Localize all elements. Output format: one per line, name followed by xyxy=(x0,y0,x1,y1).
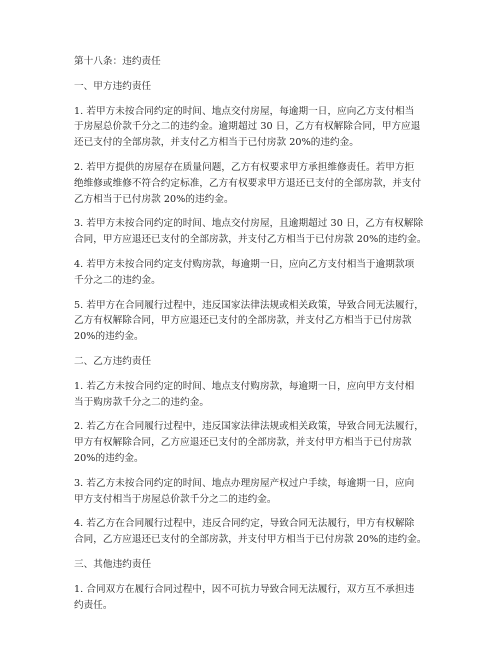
clause-b-1 xyxy=(74,379,442,411)
text-line: 还已支付的全部房款，并支付乙方相当于已付房款 20%的违约金。 xyxy=(74,137,359,149)
text-line: 合同，甲方应退还已支付的全部房款，并支付乙方相当于已付房款 20%的违约金。 xyxy=(74,234,427,246)
text-line: 2. 若甲方提供的房屋存在质量问题，乙方有权要求甲方承担维修责任。若甲方拒 xyxy=(74,161,415,173)
text-line: 千分之二的违约金。 xyxy=(74,274,161,286)
section-heading: 一、甲方违约责任 xyxy=(74,80,152,92)
section-party-a xyxy=(74,79,442,345)
section-heading: 三、其他违约责任 xyxy=(74,558,152,570)
text-line: 1. 若乙方未按合同约定的时间、地点支付购房款，每逾期一日，应向甲方支付相 xyxy=(74,380,415,392)
clause-a-1 xyxy=(74,104,442,151)
clause-c-1 xyxy=(74,582,442,614)
article-title: 第十八条：违约责任 xyxy=(74,56,161,67)
text-line: 当于购房款千分之二的违约金。 xyxy=(74,396,210,408)
text-line: 3. 若甲方未按合同约定的时间、地点交付房屋，且逾期超过 30 日，乙方有权解除 xyxy=(74,218,424,230)
text-line: 约责任。 xyxy=(74,599,113,611)
text-line: 合同，乙方应退还已支付的全部房款，并支付甲方相当于已付房款 20%的违约金。 xyxy=(74,534,427,546)
text-line: 3. 若乙方未按合同约定的时间、地点办理房屋产权过户手续，每逾期一日，应向 xyxy=(74,477,415,489)
text-line: 2. 若乙方在合同履行过程中，违反国家法律法规或相关政策，导致合同无法履行， xyxy=(74,421,424,433)
clause-a-4 xyxy=(74,257,442,289)
text-line: 1. 若甲方未按合同约定的时间、地点交付房屋，每逾期一日，应向乙方支付相当 xyxy=(74,105,415,117)
clause-b-3 xyxy=(74,476,442,508)
clause-b-4 xyxy=(74,516,442,548)
clause-a-2 xyxy=(74,160,442,207)
text-line: 甲方有权解除合同，乙方应退还已支付的全部房款，并支付甲方相当于已付房款 xyxy=(74,437,412,449)
clause-a-5 xyxy=(74,298,442,345)
text-line: 5. 若甲方在合同履行过程中，违反国家法律法规或相关政策，导致合同无法履行， xyxy=(74,299,424,311)
text-line: 绝维修或维修不符合约定标准，乙方有权要求甲方退还已支付的全部房款，并支付 xyxy=(74,177,422,189)
text-line: 1. 合同双方在履行合同过程中，因不可抗力导致合同无法履行，双方互不承担违 xyxy=(74,583,415,595)
text-line: 20%的违约金。 xyxy=(74,331,144,343)
text-line: 20%的违约金。 xyxy=(74,452,144,464)
section-party-b xyxy=(74,354,442,548)
text-line: 4. 若甲方未按合同约定支付购房款，每逾期一日，应向乙方支付相当于逾期款项 xyxy=(74,258,415,270)
text-line: 甲方支付相当于房屋总价款千分之二的违约金。 xyxy=(74,493,277,505)
text-line: 于房屋总价款千分之二的违约金。逾期超过 30 日，乙方有权解除合同，甲方应退 xyxy=(74,121,421,133)
text-line: 乙方相当于已付房款 20%的违约金。 xyxy=(74,193,234,205)
text-line: 4. 若乙方在合同履行过程中，违反合同约定，导致合同无法履行，甲方有权解除 xyxy=(74,518,415,530)
clause-a-3 xyxy=(74,216,442,248)
section-other xyxy=(74,557,442,613)
text-line: 乙方有权解除合同，甲方应退还已支付的全部房款，并支付乙方相当于已付房款 xyxy=(74,315,412,327)
clause-b-2 xyxy=(74,419,442,466)
section-heading: 二、乙方违约责任 xyxy=(74,355,152,367)
